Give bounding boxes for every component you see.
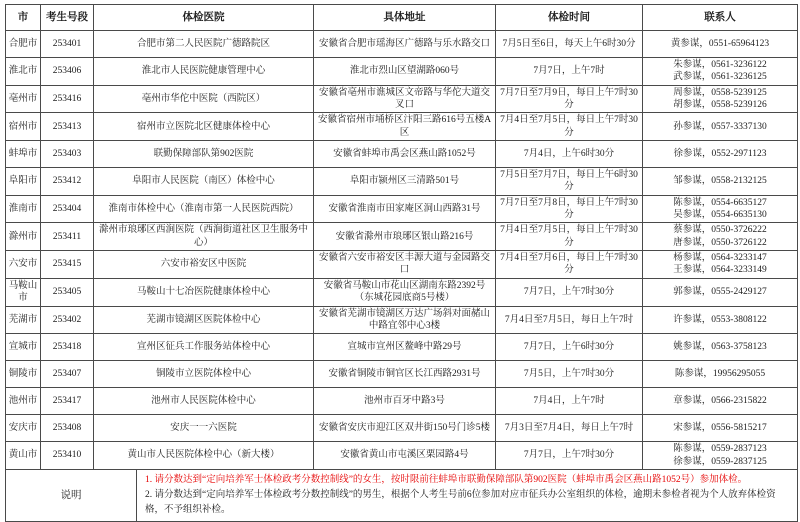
header-city: 市: [6, 5, 41, 31]
cell-range: 253403: [41, 141, 94, 168]
cell-contacts: 蔡参谋，0550-3726222 唐参谋，0550-3726122: [643, 223, 798, 251]
cell-hospital: 淮南市体检中心（淮南市第一人民医院西院）: [94, 195, 314, 223]
cell-time: 7月4日，上午6时30分: [496, 141, 643, 168]
notes-body: [137, 469, 798, 521]
cell-hospital: 亳州市华佗中医院（西院区）: [94, 85, 314, 113]
cell-contacts: 姚参谋，0563-3758123: [643, 334, 798, 361]
header-row: [6, 5, 798, 31]
header-contact: 联系人: [643, 5, 798, 31]
table-body: [6, 31, 798, 470]
notes-row: [5, 469, 798, 522]
cell-range: 253404: [41, 195, 94, 223]
table-row: [6, 195, 798, 223]
cell-address: 安徽省滁州市琅琊区银山路216号: [314, 223, 496, 251]
table-row: [6, 278, 798, 306]
cell-range: 253413: [41, 113, 94, 141]
cell-address: 安徽省宿州市埇桥区汴阳三路616号五楼A区: [314, 113, 496, 141]
table-row: [6, 306, 798, 334]
header-time: 体检时间: [496, 5, 643, 31]
cell-address: 淮北市烈山区望湖路060号: [314, 58, 496, 86]
cell-range: 253406: [41, 58, 94, 86]
cell-time: 7月5日至6日，每天上午6时30分: [496, 31, 643, 58]
table-row: [6, 442, 798, 470]
cell-city: 淮南市: [6, 195, 41, 223]
cell-address: 宣城市宣州区鳌峰中路29号: [314, 334, 496, 361]
cell-range: 253411: [41, 223, 94, 251]
cell-contacts: 邹参谋，0558-2132125: [643, 168, 798, 196]
cell-range: 253410: [41, 442, 94, 470]
table-row: [6, 85, 798, 113]
cell-time: 7月4日至7月5日，每日上午7时30分: [496, 113, 643, 141]
cell-time: 7月7日，上午6时30分: [496, 334, 643, 361]
exam-schedule-table: [5, 4, 798, 470]
table-row: [6, 388, 798, 415]
cell-city: 滁州市: [6, 223, 41, 251]
cell-city: 安庆市: [6, 415, 41, 442]
table-row: [6, 334, 798, 361]
cell-hospital: 宿州市立医院北区健康体检中心: [94, 113, 314, 141]
cell-address: 安徽省六安市裕安区丰源大道与金园路交口: [314, 251, 496, 279]
cell-time: 7月3日至7月4日，每日上午7时: [496, 415, 643, 442]
cell-city: 阜阳市: [6, 168, 41, 196]
cell-city: 宣城市: [6, 334, 41, 361]
cell-range: 253408: [41, 415, 94, 442]
cell-city: 宿州市: [6, 113, 41, 141]
cell-city: 淮北市: [6, 58, 41, 86]
cell-time: 7月4日至7月5日，每日上午7时30分: [496, 223, 643, 251]
table-row: [6, 58, 798, 86]
cell-time: 7月7日，上午7时30分: [496, 442, 643, 470]
note-item-2: 2. 请分数达到“定向培养军士体检政考分数控制线”的男生，根据个人考生号前6位参加对应市征兵办公室组织的体检，逾期未参检者视为个人放弃体检资格，不予组织补检。: [145, 489, 776, 515]
cell-contacts: 黄参谋，0551-65964123: [643, 31, 798, 58]
table-row: [6, 251, 798, 279]
cell-address: 安徽省安庆市迎江区双井街150号门诊5楼: [314, 415, 496, 442]
cell-city: 黄山市: [6, 442, 41, 470]
cell-contacts: 周参谋，0558-5239125 胡参谋，0558-5239126: [643, 85, 798, 113]
cell-range: 253415: [41, 251, 94, 279]
notes-label: 说明: [6, 469, 137, 521]
cell-time: 7月4日，上午7时: [496, 388, 643, 415]
cell-range: 253418: [41, 334, 94, 361]
cell-address: 安徽省淮南市田家庵区洞山西路31号: [314, 195, 496, 223]
cell-city: 亳州市: [6, 85, 41, 113]
cell-contacts: 朱参谋，0561-3236122 武参谋，0561-3236125: [643, 58, 798, 86]
cell-contacts: 宋参谋，0556-5815217: [643, 415, 798, 442]
cell-city: 铜陵市: [6, 361, 41, 388]
cell-address: 安徽省芜湖市镜湖区万达广场斜对面赭山中路宜邻中心3楼: [314, 306, 496, 334]
cell-hospital: 安庆一一六医院: [94, 415, 314, 442]
cell-range: 253401: [41, 31, 94, 58]
cell-hospital: 淮北市人民医院健康管理中心: [94, 58, 314, 86]
header-candidate-range: 考生号段: [41, 5, 94, 31]
cell-contacts: 徐参谋，0552-2971123: [643, 141, 798, 168]
cell-range: 253402: [41, 306, 94, 334]
table-row: [6, 113, 798, 141]
cell-contacts: 陈参谋，0559-2837123 徐参谋，0559-2837125: [643, 442, 798, 470]
cell-hospital: 铜陵市立医院体检中心: [94, 361, 314, 388]
header-address: 具体地址: [314, 5, 496, 31]
cell-time: 7月5日至7月7日，每日上午6时30分: [496, 168, 643, 196]
cell-address: 安徽省合肥市瑶海区广德路与乐水路交口: [314, 31, 496, 58]
cell-address: 阜阳市颍州区三清路501号: [314, 168, 496, 196]
cell-contacts: 孙参谋，0557-3337130: [643, 113, 798, 141]
cell-contacts: 郭参谋，0555-2429127: [643, 278, 798, 306]
cell-address: 安徽省铜陵市铜官区长江西路2931号: [314, 361, 496, 388]
cell-address: 安徽省黄山市屯溪区栗园路4号: [314, 442, 496, 470]
cell-hospital: 马鞍山十七冶医院健康体检中心: [94, 278, 314, 306]
cell-contacts: 许参谋，0553-3808122: [643, 306, 798, 334]
cell-contacts: 陈参谋，19956295055: [643, 361, 798, 388]
table-row: [6, 361, 798, 388]
cell-range: 253417: [41, 388, 94, 415]
table-row: [6, 31, 798, 58]
cell-city: 合肥市: [6, 31, 41, 58]
cell-hospital: 宣州区征兵工作服务站体检中心: [94, 334, 314, 361]
cell-city: 马鞍山市: [6, 278, 41, 306]
cell-range: 253407: [41, 361, 94, 388]
cell-hospital: 合肥市第二人民医院广德路院区: [94, 31, 314, 58]
cell-city: 蚌埠市: [6, 141, 41, 168]
cell-address: 池州市百牙中路3号: [314, 388, 496, 415]
header-hospital: 体检医院: [94, 5, 314, 31]
table-row: [6, 415, 798, 442]
exam-schedule-table-wrap: [5, 4, 797, 522]
cell-time: 7月5日，上午7时30分: [496, 361, 643, 388]
cell-hospital: 阜阳市人民医院（南区）体检中心: [94, 168, 314, 196]
cell-hospital: 黄山市人民医院体检中心（新大楼）: [94, 442, 314, 470]
table-row: [6, 223, 798, 251]
cell-contacts: 陈参谋，0554-6635127 吴参谋，0554-6635130: [643, 195, 798, 223]
table-row: [6, 141, 798, 168]
cell-range: 253416: [41, 85, 94, 113]
cell-hospital: 联勤保障部队第902医院: [94, 141, 314, 168]
table-row: [6, 168, 798, 196]
cell-time: 7月7日至7月8日，每日上午7时30分: [496, 195, 643, 223]
cell-time: 7月7日至7月9日，每日上午7时30分: [496, 85, 643, 113]
cell-contacts: 章参谋，0566-2315822: [643, 388, 798, 415]
note-item-1: 1. 请分数达到“定向培养军士体检政考分数控制线”的女生，按时限前往蚌埠市联勤保障部队第902医院（蚌埠市禹会区燕山路1052号）参加体检。: [145, 474, 748, 485]
cell-hospital: 六安市裕安区中医院: [94, 251, 314, 279]
cell-hospital: 芜湖市镜湖区医院体检中心: [94, 306, 314, 334]
cell-time: 7月4日至7月5日，每日上午7时: [496, 306, 643, 334]
cell-range: 253412: [41, 168, 94, 196]
cell-hospital: 滁州市琅琊区西涧医院（西涧街道社区卫生服务中心）: [94, 223, 314, 251]
cell-range: 253405: [41, 278, 94, 306]
cell-city: 池州市: [6, 388, 41, 415]
cell-hospital: 池州市人民医院体检中心: [94, 388, 314, 415]
cell-time: 7月7日，上午7时30分: [496, 278, 643, 306]
cell-time: 7月7日，上午7时: [496, 58, 643, 86]
cell-contacts: 杨参谋，0564-3233147 王参谋，0564-3233149: [643, 251, 798, 279]
cell-city: 芜湖市: [6, 306, 41, 334]
cell-address: 安徽省马鞍山市花山区湖南东路2392号（东城花园底商5号楼）: [314, 278, 496, 306]
cell-address: 安徽省蚌埠市禹会区燕山路1052号: [314, 141, 496, 168]
cell-city: 六安市: [6, 251, 41, 279]
cell-time: 7月4日至7月6日，每日上午7时30分: [496, 251, 643, 279]
cell-address: 安徽省亳州市谯城区文帝路与华佗大道交叉口: [314, 85, 496, 113]
